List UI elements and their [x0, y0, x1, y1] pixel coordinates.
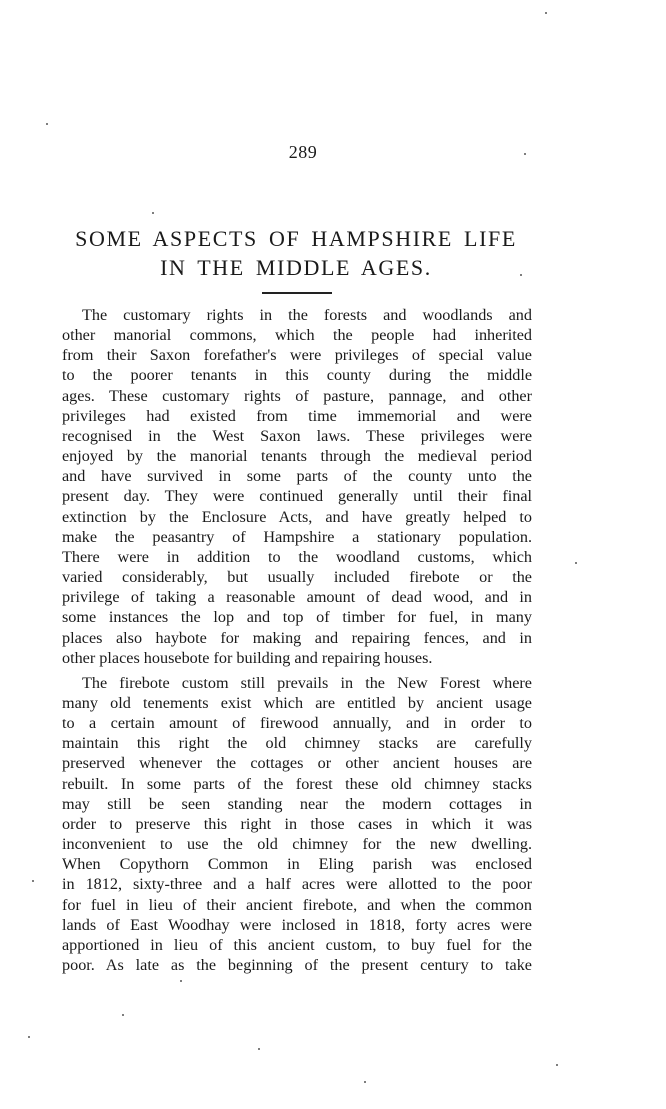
text-line: other manorial commons, which the people had inherited [62, 326, 532, 345]
text-line: extinction by the Enclosure Acts, and have greatly helped to [62, 507, 532, 526]
text-line: to the poorer tenants in this county during the middle [62, 366, 532, 385]
text-line: order to preserve this right in those cases in which it was [62, 814, 532, 833]
text-line: When Copythorn Common in Eling parish was enclosed [62, 855, 532, 874]
scan-speck [46, 123, 48, 125]
scan-speck [32, 880, 34, 882]
scan-speck [180, 980, 182, 982]
text-line: privilege of taking a reasonable amount of dead wood, and in [62, 588, 532, 607]
text-line: enjoyed by the manorial tenants through the medieval period [62, 447, 532, 466]
text-line: for fuel in lieu of their ancient firebote, and when the common [62, 895, 532, 914]
text-line: other places housebote for building and repairing houses. [62, 648, 433, 667]
body-text [62, 305, 532, 980]
text-line: There were in addition to the woodland customs, which [62, 547, 532, 566]
paragraph [62, 673, 532, 975]
scan-speck [152, 212, 154, 214]
scan-speck [556, 1064, 558, 1066]
text-line: inconvenient to use the old chimney for the new dwelling. [62, 835, 532, 854]
scan-speck [520, 274, 522, 276]
text-line: from their Saxon forefather's were privileges of special value [62, 346, 532, 365]
text-line: apportioned in lieu of this ancient custom, to buy fuel for the [62, 935, 532, 954]
text-line: poor. As late as the beginning of the present century to take [62, 956, 532, 974]
title-line: SOME ASPECTS OF HAMPSHIRE LIFE [75, 226, 517, 251]
text-line: privileges had existed from time immemorial and were [62, 406, 532, 425]
scan-speck [545, 12, 547, 14]
page-number: 289 [288, 142, 318, 162]
text-line: many old tenements exist which are entitled by ancient usage [62, 693, 532, 712]
text-line: to a certain amount of firewood annually, and in order to [62, 714, 532, 733]
text-line: some instances the lop and top of timber for fuel, in many [62, 608, 532, 627]
scan-speck [364, 1081, 366, 1083]
title-divider [262, 292, 332, 294]
scan-speck [28, 1036, 30, 1038]
text-line: ages. These customary rights of pasture, pannage, and other [62, 386, 532, 405]
text-line: may still be seen standing near the modern cottages in [62, 794, 532, 813]
text-line: lands of East Woodhay were inclosed in 1818, forty acres were [62, 915, 532, 934]
text-line: make the peasantry of Hampshire a stationary population. [62, 527, 532, 546]
text-line: and have survived in some parts of the county unto the [62, 467, 532, 486]
text-line: varied considerably, but usually included firebote or the [62, 568, 532, 587]
text-line: places also haybote for making and repairing fences, and in [62, 628, 532, 647]
text-line: The customary rights in the forests and woodlands and [82, 306, 532, 324]
text-line: The firebote custom still prevails in the New Forest where [82, 673, 532, 692]
scan-speck [122, 1014, 124, 1016]
text-line: in 1812, sixty-three and a half acres were allotted to the poor [62, 875, 532, 894]
scan-speck [524, 153, 526, 155]
scan-speck [575, 562, 577, 564]
title-line: IN THE MIDDLE AGES. [160, 255, 432, 280]
paragraph [62, 305, 532, 668]
text-line: maintain this right the old chimney stacks are carefully [62, 734, 532, 753]
text-line: present day. They were continued generally until their final [62, 487, 532, 506]
chapter-title [40, 224, 552, 282]
text-line: preserved whenever the cottages or other ancient houses are [62, 754, 532, 773]
text-line: recognised in the West Saxon laws. These privileges were [62, 426, 532, 445]
scan-speck [258, 1048, 260, 1050]
text-line: rebuilt. In some parts of the forest these old chimney stacks [62, 774, 532, 793]
